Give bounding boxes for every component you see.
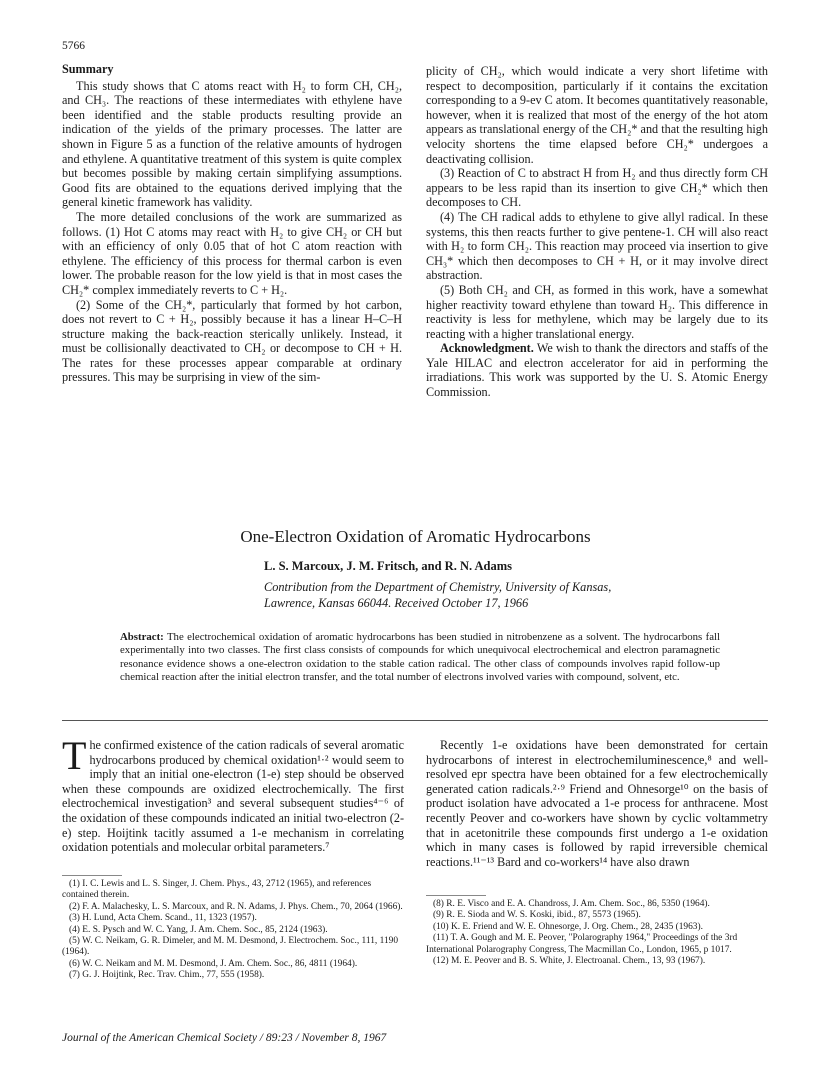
summary-paragraph: This study shows that C atoms react with H₂ to form CH, CH₂, and CH₃. The reactions of these intermediates with ethylene have been identified and the stable products resulting provide an indication of the yields of the primary processes. The latter are shown in Figure 5 as a function of the relative amounts of hydrogen and ethylene. A quantitative treatment of this system is quite complex but becomes possible by making certain simplifying assumptions. Good fits are obtained to the equations derived implying that the general kinetic framework has validity. <box>62 78 402 210</box>
body-text: he confirmed existence of the cation radicals of several aromatic hydrocarbons produced by chemical oxidation¹·² would seem to imply that an initial one-electron (1-e) step should be observed when these compounds are oxidized electrochemically. The first electrochemical investigation³ and several subsequent studies⁴⁻⁶ of the oxidation of these compounds indicated an initial two-electron (2-e) step. Hoijtink tacitly assumed a 1-e mechanism in correlating oxidation potentials and molecular orbital parameters.⁷ <box>62 738 404 855</box>
summary-left-column <box>62 62 402 385</box>
summary-paragraph: plicity of CH₂, which would indicate a very short lifetime with respect to decomposition, particularly if it contains the excitation corresponding to a 9-ev C atom. It becomes quantitatively reasonable, however, when it is realized that most of the energy of the hot atom appears as translational energy of the CH₂* and that the resulting high velocity shortens the time elapsed before CH₂* undergoes a deactivating collision. <box>426 64 768 166</box>
footnote: (9) R. E. Sioda and W. S. Koski, ibid., 87, 5573 (1965). <box>433 910 641 921</box>
body-right-column <box>426 738 768 869</box>
footnote: (3) H. Lund, Acta Chem. Scand., 11, 1323 (1957). <box>69 913 257 924</box>
body-text: Recently 1-e oxidations have been demonstrated for certain hydrocarbons of interest in electrochemiluminescence,⁸ and well-resolved epr spectra have been obtained for a few electrochemically generated cation radicals.²·⁹ Friend and Ohnesorge¹⁰ on the basis of product isolation have advocated a 1-e process for anthracene. Most recently Peover and co-workers have shown by cyclic voltammetry that in acetonitrile these compounds first undergo a 1-e oxidation which in many cases is followed by rapid irreversible chemical reactions.¹¹⁻¹³ Bard and co-workers¹⁴ have also drawn <box>426 738 768 869</box>
abstract <box>120 631 720 684</box>
footnote-rule <box>62 875 122 876</box>
body-left-column <box>62 733 404 855</box>
footnote: (10) K. E. Friend and W. E. Ohnesorge, J. Org. Chem., 28, 2435 (1963). <box>433 921 703 932</box>
footnote: (12) M. E. Peover and B. S. White, J. Electroanal. Chem., 13, 93 (1967). <box>433 956 706 967</box>
article-authors: L. S. Marcoux, J. M. Fritsch, and R. N. Adams <box>264 559 513 573</box>
footnote: (5) W. C. Neikam, G. R. Dimeler, and M. M. Desmond, J. Electrochem. Soc., 111, 1190 (1964). <box>62 936 398 958</box>
footnotes-left <box>62 879 404 982</box>
acknowledgment <box>426 341 768 399</box>
footnote: (8) R. E. Visco and E. A. Chandross, J. Am. Chem. Soc., 86, 5350 (1964). <box>433 899 710 909</box>
summary-right-column <box>426 64 768 400</box>
summary-paragraph: (4) The CH radical adds to ethylene to give allyl radical. In these systems, this then reacts further to give pentene-1. CH will also react with H₂ to form CH₂. This reaction may proceed via insertion to give CH₃* which then decomposes to CH + H, or it may involve direct abstraction. <box>426 209 768 283</box>
footnote: (2) F. A. Malachesky, L. S. Marcoux, and R. N. Adams, J. Phys. Chem., 70, 2064 (1966). <box>69 901 403 912</box>
abstract-text: The electrochemical oxidation of aromatic hydrocarbons has been studied in nitrobenzene as a solvent. The hydrocarbons fall experimentally into two classes. The first class consists of compounds for which unequivocal electrochemical and electron paramagnetic resonance evidence shows a one-electron oxidation to the stable cation radical. The other class of compounds involves rapid follow-up chemical reaction after the initial electron transfer, and the total number of electrons involved varies with compound, solvent, etc. <box>120 631 720 683</box>
section-divider <box>62 720 768 721</box>
footnote-rule <box>426 895 486 896</box>
affiliation-line: Lawrence, Kansas 66044. Received October 17, 1966 <box>264 596 529 610</box>
footnote: (11) T. A. Gough and M. E. Peover, "Polarography 1964," Proceedings of the 3rd International Polarography Congress, The Macmillan Co., London, 1965, p 1017. <box>426 933 738 955</box>
summary-paragraph: The more detailed conclusions of the work are summarized as follows. (1) Hot C atoms may react with H₂ to give CH₂ or CH but with an efficiency of only 0.05 that of hot C atom reaction with ethylene. The efficiency of this process for thermal carbon is even lower. The probable reason for the low yield is that in most cases the CH₂* complex immediately reverts to C + H₂. <box>62 209 402 297</box>
summary-paragraph: (5) Both CH₂ and CH, as formed in this work, have a somewhat higher reactivity toward ethylene than toward H₂. This difference in reactivity is less for methylene, which may be largely due to its reacting with a higher translational energy. <box>426 282 768 341</box>
summary-heading: Summary <box>62 62 114 76</box>
drop-cap: T <box>62 733 87 778</box>
summary-paragraph: (2) Some of the CH₂*, particularly that formed by hot carbon, does not revert to C + H₂, possibly because it has a linear H–C–H structure making the back-reaction sterically unlikely. Instead, it must be collisionally deactivated to CH₂ or decompose to CH + H. The rates for these processes appear comparable at ordinary pressures. This may be surprising in view of the sim- <box>62 297 402 385</box>
article-affiliation <box>264 579 724 611</box>
journal-footer: Journal of the American Chemical Society / 89:23 / November 8, 1967 <box>62 1032 387 1044</box>
acknowledgment-label: Acknowledgment. <box>440 341 534 356</box>
article-title: One-Electron Oxidation of Aromatic Hydrocarbons <box>240 527 591 546</box>
acknowledgment-text: We wish to thank the directors and staffs of the Yale HILAC and electron accelerator for aid in performing the irradiations. This work was supported by the U. S. Atomic Energy Commission. <box>426 341 768 400</box>
footnotes-right <box>426 899 768 967</box>
page-number: 5766 <box>62 40 85 52</box>
footnote: (1) I. C. Lewis and L. S. Singer, J. Chem. Phys., 43, 2712 (1965), and references contained therein. <box>62 879 372 901</box>
footnote: (7) G. J. Hoijtink, Rec. Trav. Chim., 77, 555 (1958). <box>69 970 265 981</box>
summary-paragraph: (3) Reaction of C to abstract H from H₂ and thus directly form CH appears to be less rapid than its insertion to give CH₂* which then decomposes to CH. <box>426 166 768 210</box>
affiliation-line: Contribution from the Department of Chemistry, University of Kansas, <box>264 580 612 594</box>
footnote: (4) E. S. Pysch and W. C. Yang, J. Am. Chem. Soc., 85, 2124 (1963). <box>69 924 328 935</box>
footnote: (6) W. C. Neikam and M. M. Desmond, J. Am. Chem. Soc., 86, 4811 (1964). <box>69 958 358 969</box>
abstract-label: Abstract: <box>120 631 164 643</box>
